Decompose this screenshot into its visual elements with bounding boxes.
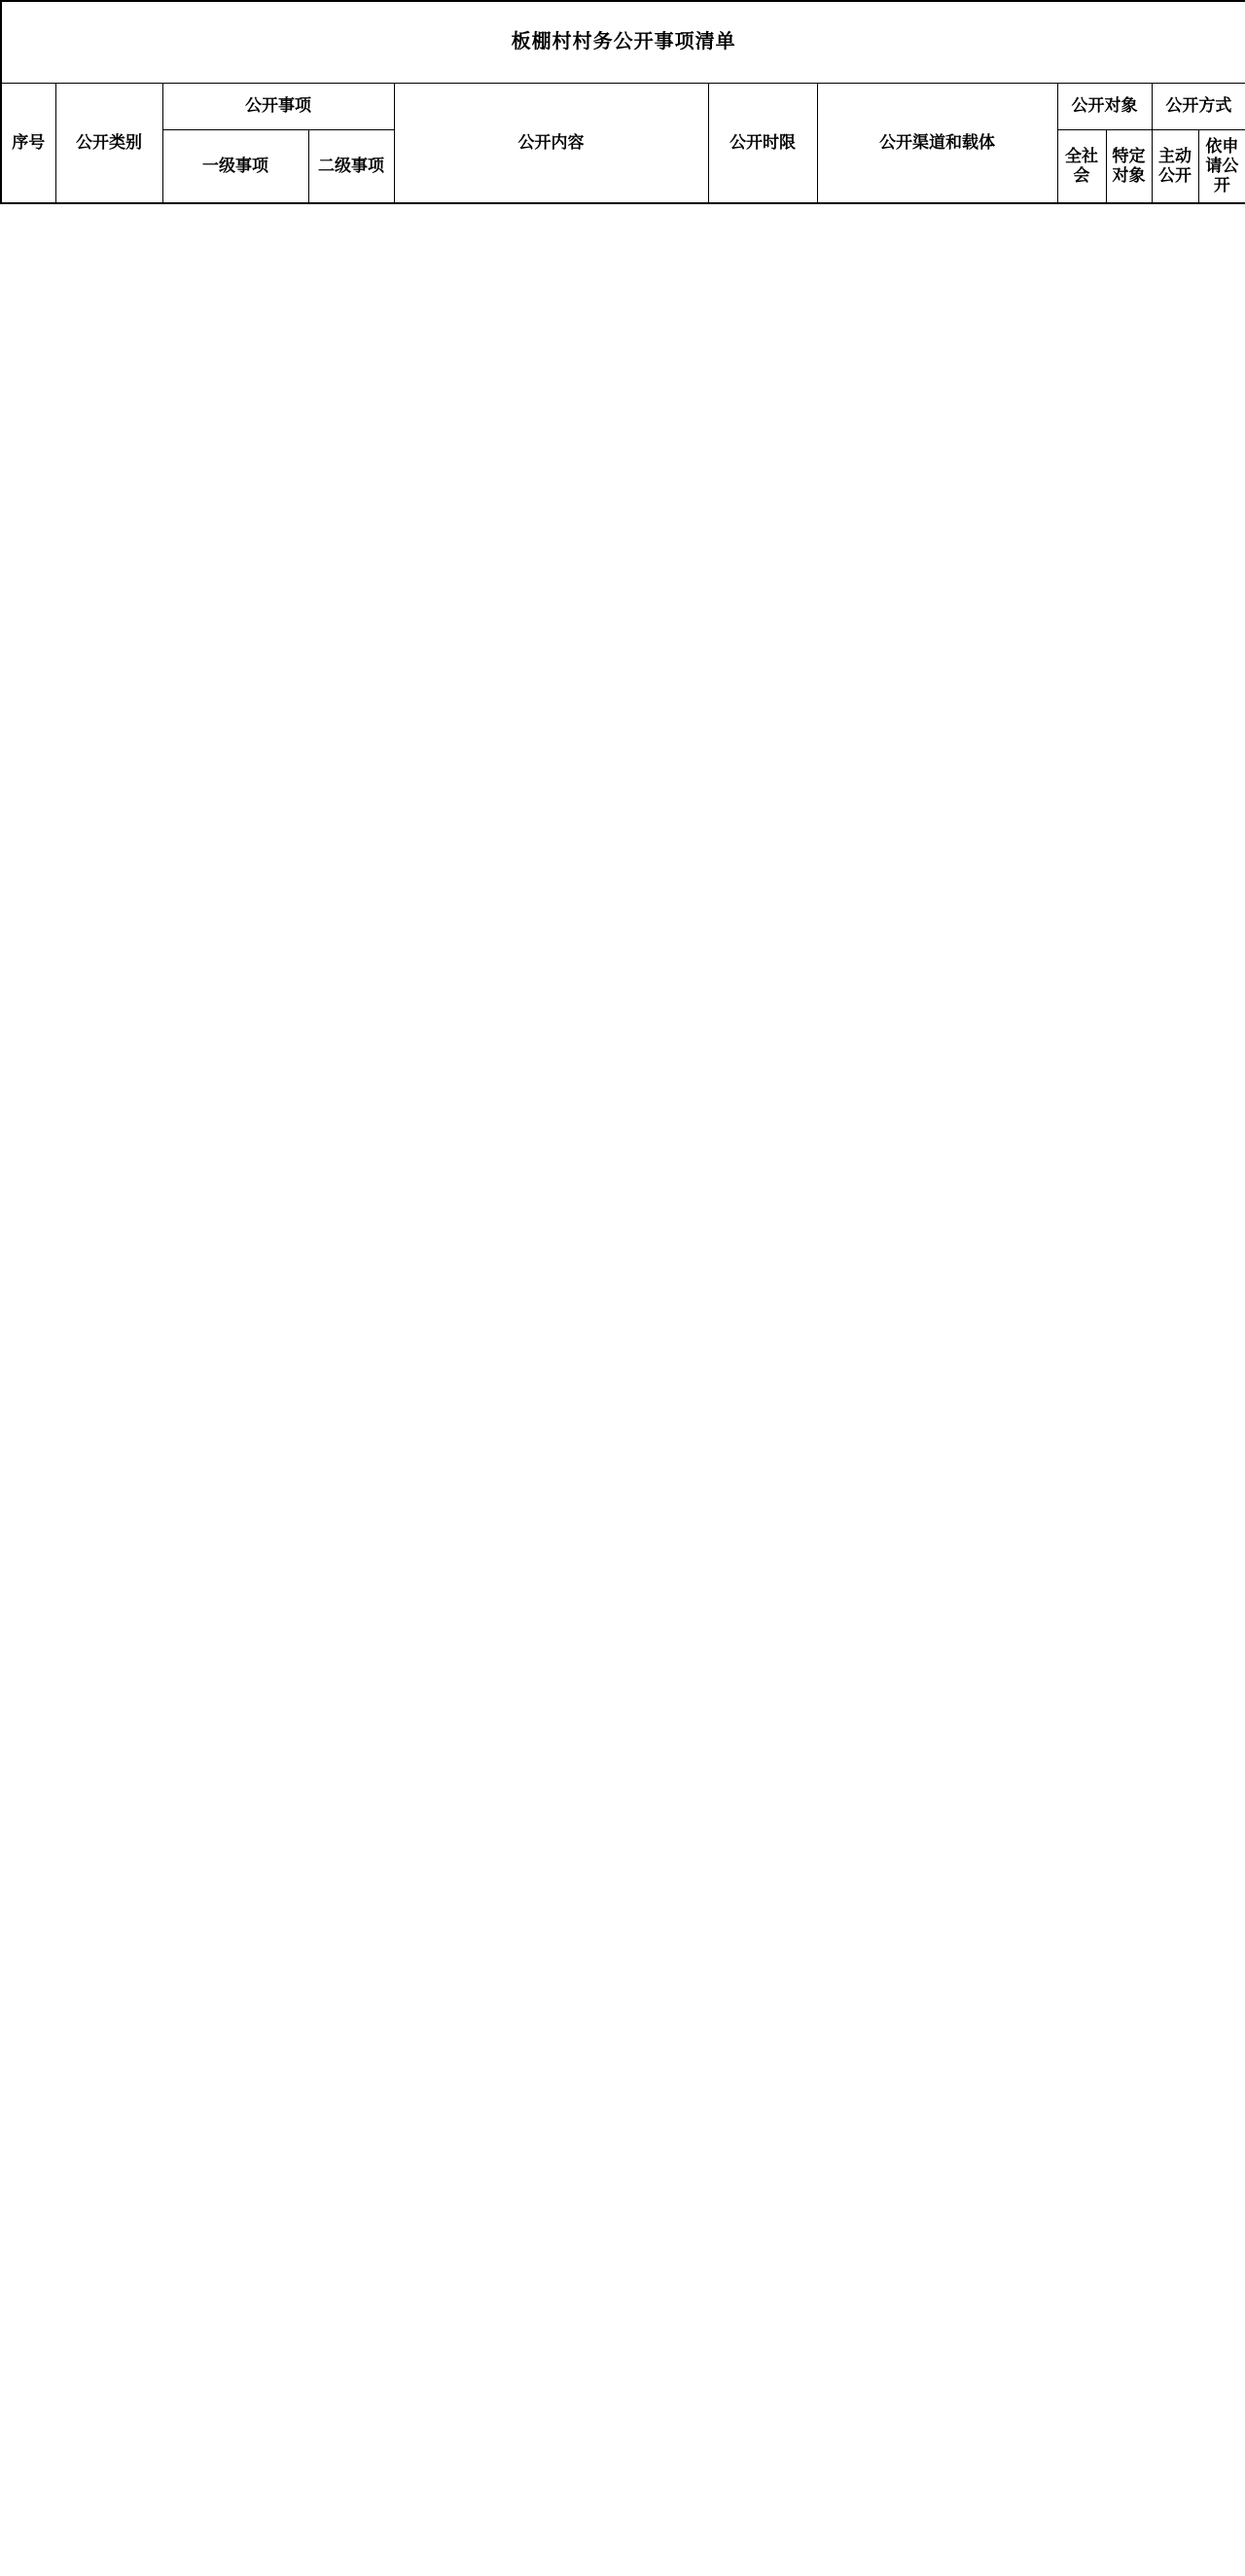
header-whole-society: 全社会 (1057, 129, 1106, 203)
header-by-request: 依申请公开 (1198, 129, 1245, 203)
header-category: 公开类别 (55, 83, 162, 203)
header-level2: 二级事项 (308, 129, 394, 203)
header-xuhao: 序号 (1, 83, 55, 203)
header-level1: 一级事项 (162, 129, 308, 203)
table-header (1, 1, 1245, 203)
header-shixiang-group: 公开事项 (162, 83, 394, 129)
header-content: 公开内容 (394, 83, 708, 203)
title-row (1, 1, 1245, 83)
header-time: 公开时限 (708, 83, 817, 203)
header-target-group: 公开对象 (1057, 83, 1152, 129)
header-method-group: 公开方式 (1152, 83, 1245, 129)
header-channel: 公开渠道和载体 (817, 83, 1057, 203)
header-specific: 特定对象 (1106, 129, 1152, 203)
page-title: 板棚村村务公开事项清单 (1, 1, 1245, 83)
header-active: 主动公开 (1152, 129, 1198, 203)
disclosure-table (0, 0, 1245, 204)
